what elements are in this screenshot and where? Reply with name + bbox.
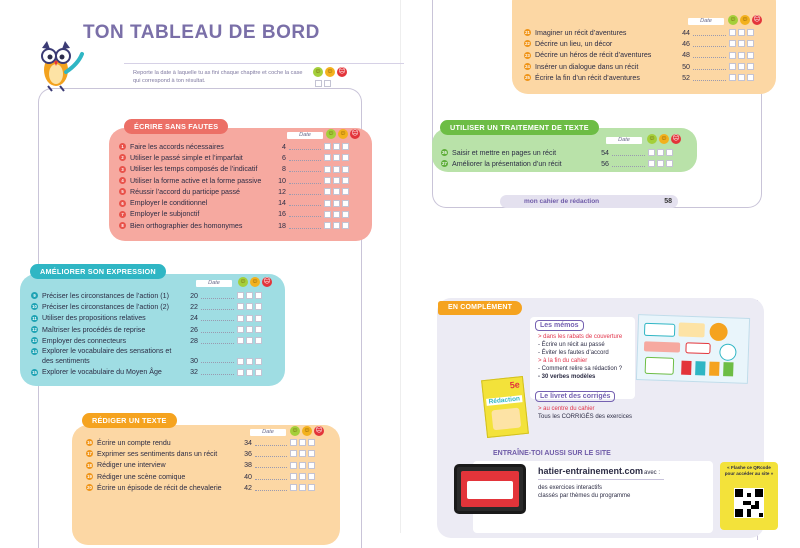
date-field[interactable] [693,30,726,36]
list-item [524,61,754,72]
sad-face-icon: ☹ [351,130,359,137]
checkbox[interactable] [342,177,349,184]
checkbox[interactable] [237,358,244,365]
corriges-where: > au centre du cahier [538,406,595,412]
checkbox[interactable] [237,326,244,333]
happy-face-icon: ☺ [314,68,322,75]
checkbox[interactable] [342,200,349,207]
checkbox[interactable] [237,292,244,299]
chapter-title: Faire les accords nécessaires [130,142,224,151]
chapter-title: Utiliser les temps composés de l’indicatif [130,165,258,174]
neutral-face-icon: ☺ [326,68,334,75]
qr-box [720,462,778,530]
date-field[interactable] [201,357,234,363]
memos-line: > dans les rabats de couverture [538,334,623,340]
chapter-title: Écrire la fin d’un récit d’aventures [535,73,640,82]
chapter-page: 30 [190,357,198,366]
intro-smileys [313,67,347,77]
checkbox[interactable] [333,211,340,218]
checkbox[interactable] [299,473,306,480]
site-avec: avec : [644,470,661,476]
section-rediger-smileys [290,426,324,436]
book-cover [481,376,529,438]
chapter-number: 18 [87,462,92,468]
date-header: Date [606,137,642,144]
date-field[interactable] [201,293,234,299]
list-item [524,38,754,49]
intro-boxes [315,80,331,87]
site-url[interactable]: hatier-entrainement.com [538,466,644,476]
section-ameliorer-smileys [238,277,272,287]
checkbox[interactable] [324,166,331,173]
chapter-title: Utiliser la forme active et la forme passive [130,176,262,185]
checkbox[interactable] [290,462,297,469]
corriges-info [538,405,658,421]
chapter-number: 1 [119,143,126,150]
neutral-face-icon: ☺ [303,427,311,434]
chapter-number: 2 [119,154,126,161]
chapter-title: Maîtriser les procédés de reprise [42,325,146,334]
checkbox[interactable] [246,326,253,333]
chapter-number: 22 [525,41,530,47]
intro-text: Reporte la date à laquelle tu as fini chaque chapitre et coche la case qui correspond à ton résultat. [133,70,303,84]
checkbox[interactable] [333,188,340,195]
chapter-page: 8 [282,165,286,174]
memos-line: - Comment relire sa rédaction ? [538,366,623,372]
list-item [31,346,262,366]
list-item [86,460,315,471]
date-field[interactable] [255,474,287,480]
checkbox[interactable] [333,166,340,173]
chapter-number: 11 [32,315,37,321]
cahier-text: mon cahier de rédaction [524,198,600,205]
checkbox[interactable] [729,63,736,70]
checkbox[interactable] [308,484,315,491]
section-ameliorer-list [31,290,262,378]
qr-text: « Flashe ce QRcode pour accéder au site » [724,465,774,476]
chapter-page: 32 [190,368,198,377]
date-field[interactable] [612,161,645,167]
checkbox[interactable] [246,292,253,299]
checkbox[interactable] [290,439,297,446]
chapter-page: 18 [278,221,286,230]
corriges-title: Le livret des corrigés [535,391,615,402]
date-field[interactable] [201,304,234,310]
list-item [119,186,349,197]
list-item [524,50,754,61]
chapter-number: 24 [525,64,530,70]
chapter-title: Insérer un dialogue dans un récit [535,62,639,71]
checkbox[interactable] [324,143,331,150]
section-ecrire-label: ÉCRIRE SANS FAUTES [124,119,228,134]
list-item [119,175,349,186]
date-field[interactable] [693,64,726,70]
date-field[interactable] [201,327,234,333]
chapter-number: 6 [119,200,126,207]
sad-face-icon: ☹ [315,427,323,434]
memos-illustration [636,314,750,384]
chapter-number: 12 [32,327,37,333]
list-item [441,158,673,169]
checkbox[interactable] [255,292,262,299]
checkbox[interactable] [246,369,253,376]
chapter-page: 38 [244,461,252,470]
checkbox[interactable] [246,303,253,310]
checkbox[interactable] [255,303,262,310]
sad-face-icon: ☹ [672,135,680,142]
site-desc [538,484,630,500]
section-ecrire-smileys [326,129,360,139]
checkbox[interactable] [342,166,349,173]
checkbox[interactable] [246,315,253,322]
chapter-page: 12 [278,187,286,196]
chapter-number: 15 [32,369,37,375]
chapter-title: Améliorer la présentation d’un récit [452,159,562,168]
checkbox[interactable] [738,40,745,47]
happy-face-icon: ☺ [729,16,737,23]
list-item [119,220,349,231]
checkbox[interactable] [315,80,322,87]
date-field[interactable] [289,211,321,217]
section-traitement-list [441,147,673,170]
date-field[interactable] [693,75,726,81]
chapter-page: 50 [682,62,690,71]
chapter-page: 4 [282,142,286,151]
checkbox[interactable] [308,439,315,446]
list-item [31,301,262,312]
section-rediger-label: RÉDIGER UN TEXTE [82,413,177,428]
chapter-page: 36 [244,449,252,458]
chapter-page: 44 [682,28,690,37]
happy-face-icon: ☺ [327,130,335,137]
date-field[interactable] [289,200,321,206]
checkbox[interactable] [324,222,331,229]
chapter-title: Décrire un lieu, un décor [535,39,613,48]
checkbox[interactable] [747,40,754,47]
neutral-face-icon: ☺ [339,130,347,137]
date-field[interactable] [289,144,321,150]
site-line [538,479,664,480]
checkbox[interactable] [738,29,745,36]
chapter-page: 24 [190,314,198,323]
chapter-number: 25 [525,75,530,81]
chapter-title: Bien orthographier des homonymes [130,221,243,230]
chapter-title: Employer des connecteurs [42,336,126,345]
checkbox[interactable] [255,358,262,365]
tablet-icon [454,464,526,514]
chapter-number: 5 [119,188,126,195]
list-item [524,27,754,38]
checkbox[interactable] [246,337,253,344]
list-item [119,141,349,152]
chapter-title: Rédiger une interview [97,461,166,470]
chapter-number: 3 [119,166,126,173]
checkbox[interactable] [290,473,297,480]
chapter-title: Explorer le vocabulaire des sensations et des sentiments [42,347,172,366]
chapter-number: 9 [31,292,38,299]
checkbox[interactable] [255,315,262,322]
checkbox[interactable] [324,177,331,184]
chapter-number: 14 [32,349,37,355]
date-field[interactable] [289,189,321,195]
checkbox[interactable] [747,63,754,70]
checkbox[interactable] [324,200,331,207]
chapter-title: Utiliser le passé simple et l’imparfait [130,153,243,162]
checkbox[interactable] [747,52,754,59]
chapter-title: Décrire un héros de récit d’aventures [535,51,652,60]
chapter-page: 48 [682,51,690,60]
checkbox[interactable] [729,74,736,81]
chapter-page: 26 [190,325,198,334]
checkbox[interactable] [648,160,655,167]
checkbox[interactable] [342,222,349,229]
book-illustration-icon [491,408,521,431]
date-header: Date [250,429,286,436]
list-item [86,448,315,459]
memos-list [538,333,638,381]
chapter-page: 52 [682,73,690,82]
chapter-title: Exprimer ses sentiments dans un récit [97,449,218,458]
chapter-number: 27 [442,161,447,167]
list-item [31,313,262,324]
memos-title: Les mémos [535,320,584,331]
checkbox[interactable] [324,188,331,195]
memos-line: - 30 verbes modèles [538,374,596,380]
memos-line: - Écrire un récit au passé [538,342,605,348]
chapter-page: 16 [278,210,286,219]
chapter-title: Imaginer un récit d’aventures [535,28,627,37]
checkbox[interactable] [299,484,306,491]
checkbox[interactable] [255,369,262,376]
book-title: Rédaction [486,395,523,406]
sad-face-icon: ☹ [753,16,761,23]
memos-line: > à la fin du cahier [538,358,588,364]
chapter-number: 17 [87,451,92,457]
chapter-number: 16 [87,440,92,446]
list-item [119,152,349,163]
chapter-page: 14 [278,199,286,208]
chapter-number: 7 [119,211,126,218]
date-field[interactable] [612,150,645,156]
chapter-title: Rédiger une scène comique [97,472,186,481]
section-rediger-list [86,437,315,493]
list-item [119,164,349,175]
checkbox[interactable] [324,211,331,218]
cahier-bar [500,195,678,208]
site-desc-line: classés par thèmes du programme [538,493,631,499]
book-level: 5e [509,379,521,391]
section-ameliorer-label: AMÉLIORER SON EXPRESSION [30,264,166,279]
chapter-page: 42 [244,483,252,492]
chapter-title: Saisir et mettre en pages un récit [452,148,557,157]
checkbox[interactable] [342,211,349,218]
date-field[interactable] [201,338,234,344]
chapter-page: 34 [244,438,252,447]
section-traitement-smileys [647,134,681,144]
date-field[interactable] [255,440,287,446]
site-title: ENTRAÎNE-TOI AUSSI SUR LE SITE [493,450,611,457]
checkbox[interactable] [738,63,745,70]
neutral-face-icon: ☺ [741,16,749,23]
checkbox[interactable] [237,315,244,322]
date-field[interactable] [201,315,234,321]
section-rediger-cont-list [524,27,754,83]
checkbox[interactable] [333,222,340,229]
chapter-title: Réussir l’accord du participe passé [130,187,241,196]
checkbox[interactable] [324,154,331,161]
date-field[interactable] [693,41,726,47]
checkbox[interactable] [237,369,244,376]
checkbox[interactable] [729,29,736,36]
list-item [31,335,262,346]
chapter-page: 20 [190,291,198,300]
checkbox[interactable] [333,200,340,207]
date-field[interactable] [693,52,726,58]
chapter-title: Employer le conditionnel [130,199,208,208]
qr-code-icon[interactable] [734,488,764,518]
checkbox[interactable] [290,484,297,491]
chapter-number: 13 [32,338,37,344]
checkbox[interactable] [666,149,673,156]
chapter-title: Employer le subjonctif [130,210,200,219]
checkbox[interactable] [237,303,244,310]
date-field[interactable] [255,462,287,468]
page-title: TON TABLEAU DE BORD [83,22,320,43]
chapter-title: Explorer le vocabulaire du Moyen Âge [42,368,162,377]
date-field[interactable] [289,155,321,161]
happy-face-icon: ☺ [291,427,299,434]
chapter-page: 6 [282,153,286,162]
chapter-page: 56 [601,159,609,168]
date-field[interactable] [289,223,321,229]
chapter-page: 54 [601,148,609,157]
checkbox[interactable] [666,160,673,167]
chapter-title: Écrire un compte rendu [97,438,171,447]
list-item [31,290,262,301]
chapter-title: Préciser les circonstances de l’action (2) [42,302,169,311]
checkbox[interactable] [290,450,297,457]
chapter-page: 28 [190,336,198,345]
section-ecrire-list [119,141,349,231]
checkbox[interactable] [299,439,306,446]
happy-face-icon: ☺ [648,135,656,142]
chapter-number: 19 [87,474,92,480]
list-item [441,147,673,158]
checkbox[interactable] [657,160,664,167]
list-item [31,324,262,335]
checkbox[interactable] [729,40,736,47]
date-header: Date [287,132,323,139]
sad-face-icon: ☹ [263,278,271,285]
list-item [86,482,315,493]
date-field[interactable] [255,451,287,457]
checkbox[interactable] [342,154,349,161]
neutral-face-icon: ☺ [251,278,259,285]
checkbox[interactable] [342,188,349,195]
checkbox[interactable] [299,450,306,457]
list-item [86,437,315,448]
checkbox[interactable] [324,80,331,87]
checkbox[interactable] [333,177,340,184]
chapter-number: 10 [32,304,37,310]
checkbox[interactable] [237,337,244,344]
chapter-title: Préciser les circonstances de l’action (1) [42,291,169,300]
page-fold [400,0,401,533]
checkbox[interactable] [648,149,655,156]
chapter-number: 21 [525,30,530,36]
checkbox[interactable] [246,358,253,365]
chapter-number: 26 [442,150,447,156]
section-traitement-label: UTILISER UN TRAITEMENT DE TEXTE [440,120,599,135]
checkbox[interactable] [255,337,262,344]
list-item [119,197,349,208]
date-header: Date [196,280,232,287]
chapter-page: 10 [278,176,286,185]
date-field[interactable] [255,485,287,491]
chapter-page: 40 [244,472,252,481]
cahier-page: 58 [664,198,672,205]
checkbox[interactable] [747,29,754,36]
checkbox[interactable] [738,74,745,81]
date-field[interactable] [201,369,234,375]
checkbox[interactable] [308,450,315,457]
list-item [524,72,754,83]
checkbox[interactable] [333,143,340,150]
checkbox[interactable] [747,74,754,81]
checkbox[interactable] [738,52,745,59]
chapter-page: 22 [190,302,198,311]
complement-label: EN COMPLÉMENT [438,301,522,315]
list-item [86,471,315,482]
checkbox[interactable] [308,462,315,469]
list-item [31,366,262,377]
checkbox[interactable] [299,462,306,469]
chapter-number: 23 [525,52,530,58]
chapter-number: 20 [87,485,92,491]
checkbox[interactable] [729,52,736,59]
chapter-number: 4 [119,177,126,184]
owl-mascot-icon [38,36,86,92]
chapter-title: Écrire un épisode de récit de chevalerie [97,483,222,492]
intro-divider [124,63,404,64]
sad-face-icon: ☹ [338,68,346,75]
checkbox[interactable] [657,149,664,156]
date-header: Date [688,18,724,25]
list-item [119,209,349,220]
chapter-page: 46 [682,39,690,48]
chapter-title: Utiliser des propositions relatives [42,314,146,323]
happy-face-icon: ☺ [239,278,247,285]
section-rediger-cont-smileys [728,15,762,25]
neutral-face-icon: ☺ [660,135,668,142]
checkbox[interactable] [308,473,315,480]
chapter-number: 8 [119,222,126,229]
site-desc-line: des exercices interactifs [538,485,603,491]
corriges-text: Tous les CORRIGÉS des exercices [538,414,633,420]
memos-line: - Éviter les fautes d’accord [538,350,609,356]
checkbox[interactable] [342,143,349,150]
checkbox[interactable] [333,154,340,161]
date-field[interactable] [289,166,321,172]
date-field[interactable] [289,178,321,184]
checkbox[interactable] [255,326,262,333]
